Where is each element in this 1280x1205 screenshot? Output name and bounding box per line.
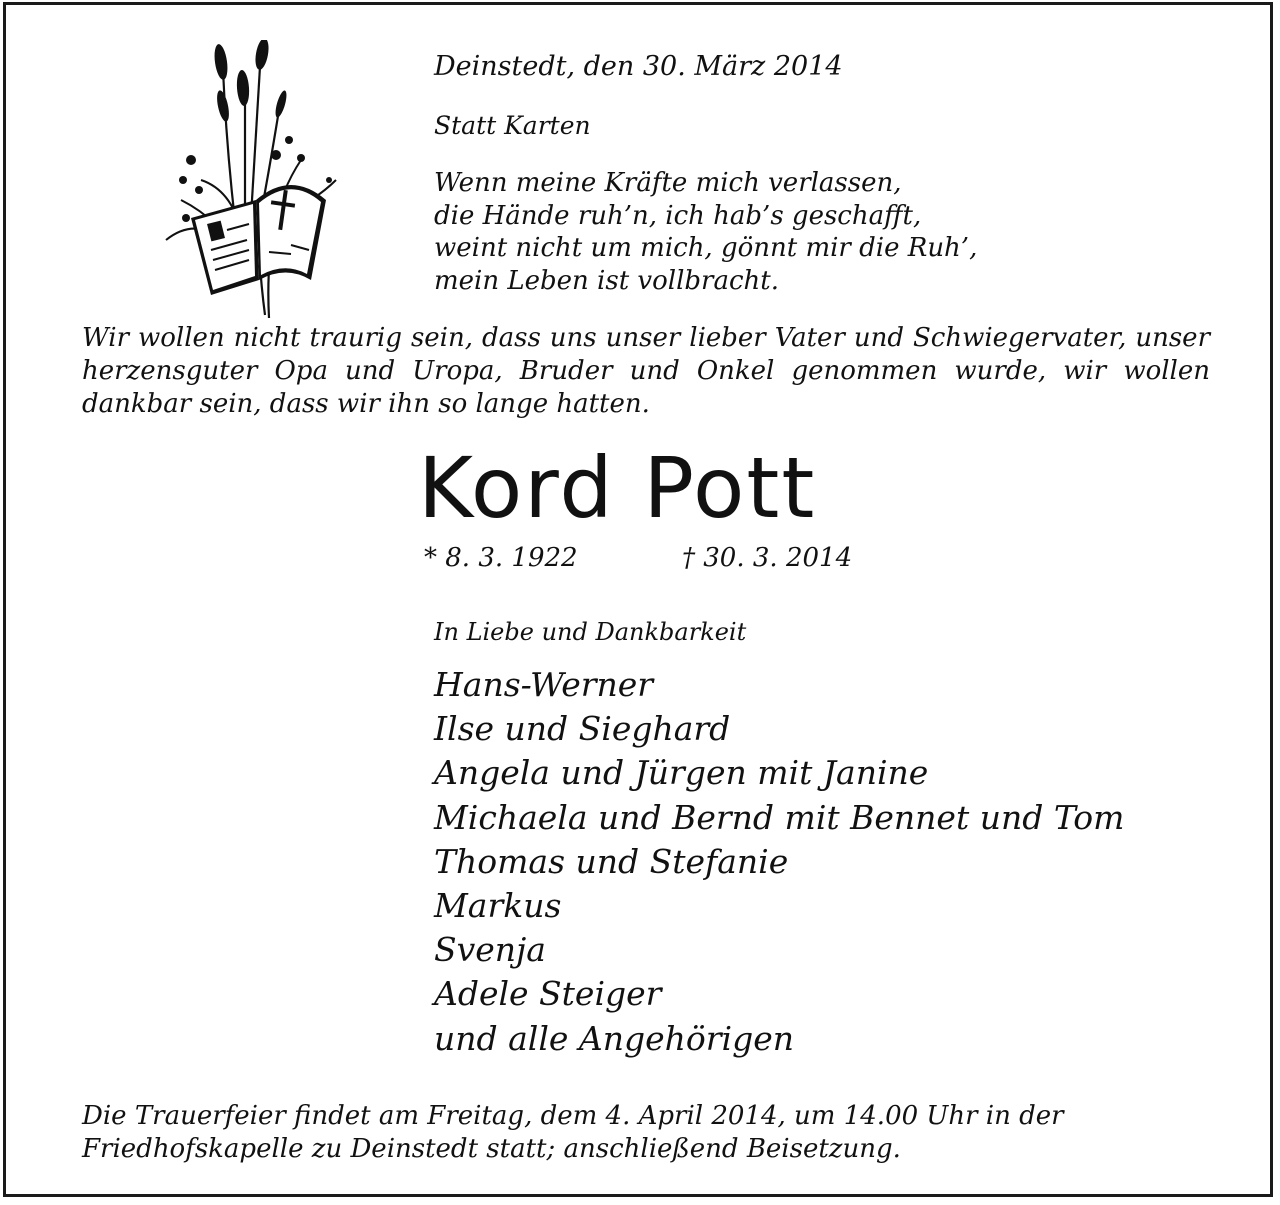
obituary-frame <box>3 2 1273 1197</box>
mourner-name: und alle Angehörigen <box>434 1018 795 1058</box>
dedication: In Liebe und Dankbarkeit <box>434 618 747 646</box>
mourner-name: Michaela und Bernd mit Bennet und Tom <box>434 797 1125 837</box>
poem-line: mein Leben ist vollbracht. <box>434 265 779 296</box>
mourner-name: Angela und Jürgen mit Janine <box>434 753 929 793</box>
poem-line: Wenn meine Kräfte mich verlassen, <box>434 168 902 198</box>
poem-line: weint nicht um mich, gönnt mir die Ruh’, <box>434 233 978 263</box>
poem-line: die Hände ruh’n, ich hab’s geschafft, <box>434 200 922 231</box>
mourner-name: Markus <box>434 886 562 926</box>
mourner-name: Thomas und Stefanie <box>434 841 789 881</box>
intro-text: Wir wollen nicht traurig sein, dass uns unser lieber Vater und Schwiegervater, unser herzensguter Opa und Uropa, Bruder und Onkel genommen wurde, wir wollen dankbar sein, dass wir ihn so lange hatten. <box>82 323 1210 419</box>
deceased-name: Kord Pott <box>418 439 817 537</box>
poem <box>434 167 1194 297</box>
mourner-name: Adele Steiger <box>434 974 662 1014</box>
mourner-name: Hans-Werner <box>434 665 654 704</box>
mourners-block <box>434 615 1234 1061</box>
statt-karten: Statt Karten <box>434 111 591 140</box>
date-line: Deinstedt, den 30. März 2014 <box>434 51 843 82</box>
birth-date: * 8. 3. 1922 <box>424 543 578 573</box>
death-date: † 30. 3. 2014 <box>682 543 853 573</box>
bible-wheat-bouquet-icon <box>161 40 341 320</box>
mourner-name: Ilse und Sieghard <box>434 709 731 749</box>
mourner-name: Svenja <box>434 930 546 970</box>
header-block <box>434 49 1194 297</box>
service-info: Die Trauerfeier findet am Freitag, dem 4. April 2014, um 14.00 Uhr in der Friedhofskapelle zu Deinstedt statt; anschließend Beisetzung. <box>82 1101 1064 1164</box>
